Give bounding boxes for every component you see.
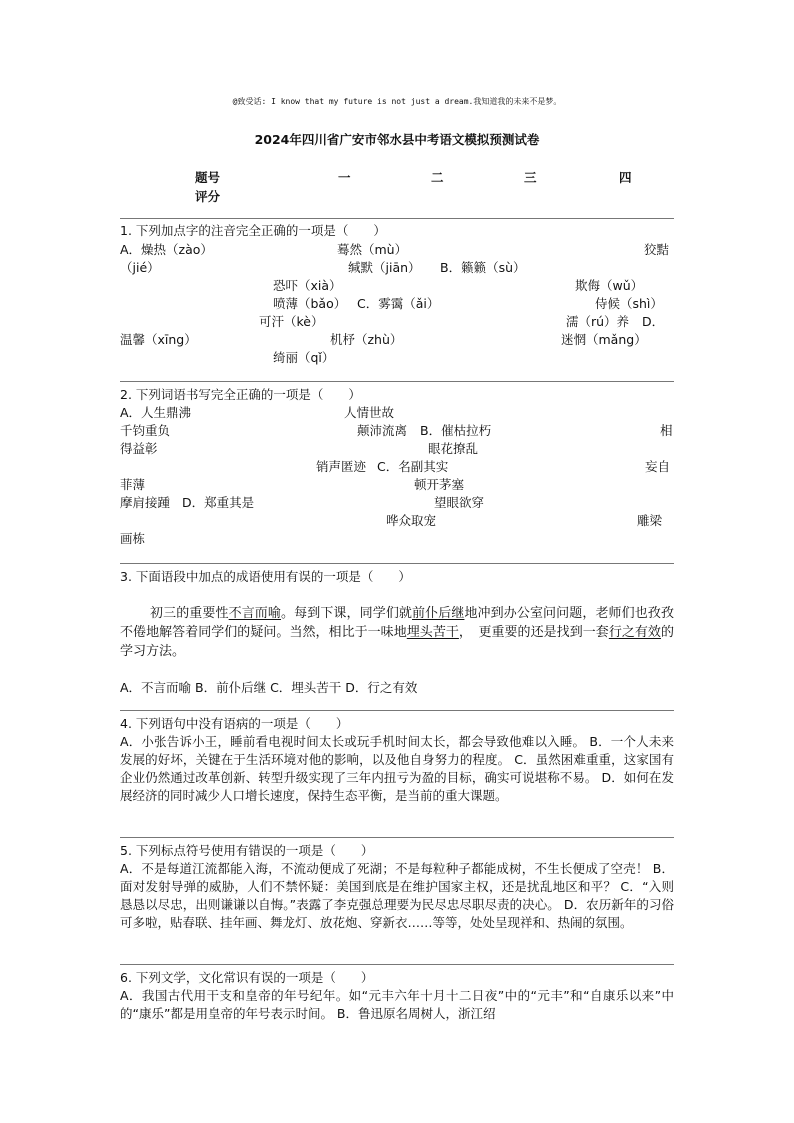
- option-text: A．燥热（zào）: [120, 242, 213, 257]
- option-text: 雕梁: [637, 513, 663, 528]
- idiom-3: 埋头苦干: [406, 625, 459, 640]
- question-stem: 6. 下列文学，文化常识有误的一项是（ ）: [120, 970, 374, 985]
- option-text: 菲薄: [120, 477, 146, 492]
- question-body: A．我国古代用干支和皇帝的年号纪年。如“元丰六年十月十二日夜”中的“元丰”和“自康乐以来”中的“康乐”都是用皇帝的年号表示时间。 B．鲁迅原名周树人，浙江绍: [120, 988, 674, 1021]
- question-stem: 4. 下列语句中没有语病的一项是（ ）: [120, 716, 349, 731]
- option-text: 濡（rú）养: [566, 314, 630, 329]
- passage-text: 初三的重要性: [150, 606, 229, 621]
- option-text: 得益彰: [120, 441, 158, 456]
- passage-text: 的学习方法。: [120, 625, 674, 659]
- passage-text: 地冲到办公室问问题，老师们也孜孜不倦地解答着同学们的疑问。当然，相比于一味地: [120, 606, 674, 640]
- idiom-2: 前仆后继: [412, 606, 465, 621]
- question-stem: 2. 下列词语书写完全正确的一项是（ ）: [120, 387, 361, 402]
- divider: [120, 381, 674, 382]
- option-text: 可汗（kè）: [259, 314, 324, 329]
- score-row-label: 题号: [195, 170, 221, 185]
- option-text: 哗众取宠: [386, 513, 437, 528]
- passage-text: 。每到下课，同学们就: [281, 606, 413, 621]
- option-text: 妄自: [645, 459, 671, 474]
- divider: [120, 964, 674, 965]
- divider: [120, 837, 674, 838]
- option-text: 欺侮（wǔ）: [575, 278, 644, 293]
- option-text: 狡黠: [644, 242, 670, 257]
- option-text: 摩肩接踵: [120, 495, 171, 510]
- score-col-1: 一: [338, 170, 351, 185]
- option-text: 恐吓（xià）: [273, 278, 342, 293]
- option-text: 顿开茅塞: [414, 477, 465, 492]
- score-col-2: 二: [431, 170, 444, 185]
- header-note: @致受话: I know that my future is not just a dream.我知道我的未来不是梦。: [232, 97, 562, 106]
- passage-text: ， 更重要的还是找到一套: [458, 625, 609, 640]
- option-text: 望眼欲穿: [434, 495, 485, 510]
- option-text: B．籁籁（sù）: [440, 260, 526, 275]
- option-text: D．郑重其是: [182, 495, 255, 510]
- option-text: 画栋: [120, 531, 146, 546]
- option-text: 颠沛流离: [357, 423, 408, 438]
- option-text: 千钧重负: [120, 423, 171, 438]
- option-text: 迷惘（mǎng）: [561, 332, 647, 347]
- page-title: 2024年四川省广安市邻水县中考语文模拟预测试卷: [254, 132, 540, 147]
- option-text: 眼花撩乱: [428, 441, 479, 456]
- question-stem: 3. 下面语段中加点的成语使用有误的一项是（ ）: [120, 569, 411, 584]
- divider: [120, 710, 674, 711]
- option-text: 绮丽（qǐ）: [273, 350, 335, 365]
- idiom-4: 行之有效: [608, 625, 661, 640]
- passage: [120, 604, 674, 661]
- option-text: 侍候（shì）: [595, 296, 663, 311]
- question-body: A．小张告诉小王，睡前看电视时间太长或玩手机时间太长，都会导致他难以入睡。 B．一个人未来发展的好坏，关键在于生活环境对他的影响，以及他自身努力的程度。 C．虽然困难重重，这家国有企业仍然通过改革创新、转型升级实现了三年内扭亏为盈的目标，确实可说堪称不易。 D．如何在发展经济的同时减少人口增长速度，保持生态平衡，是当前的重大课题。: [120, 734, 674, 803]
- option-text: 人情世故: [344, 405, 395, 420]
- option-text: 蓦然（mù）: [337, 242, 408, 257]
- divider: [120, 563, 674, 564]
- option-text: B．催枯拉朽: [420, 423, 492, 438]
- option-text: 销声匿迹: [316, 459, 367, 474]
- option-text: 喷薄（bǎo）: [273, 296, 347, 311]
- option-text: 缄默（jiān）: [348, 260, 421, 275]
- options-line: A．不言而喻 B．前仆后继 C．埋头苦干 D．行之有效: [120, 680, 418, 695]
- option-text: D．: [642, 314, 665, 329]
- option-text: 机杼（zhù）: [330, 332, 403, 347]
- divider: [120, 218, 674, 219]
- idiom-1: 不言而喻: [228, 606, 282, 621]
- option-text: 温馨（xīng）: [120, 332, 197, 347]
- score-col-4: 四: [619, 170, 632, 185]
- option-text: 相: [660, 423, 673, 438]
- option-text: A．人生鼎沸: [120, 405, 192, 420]
- score-col-3: 三: [524, 170, 537, 185]
- option-text: C．雾霭（ǎi）: [357, 296, 440, 311]
- option-text: （jié）: [120, 260, 160, 275]
- question-stem: 1. 下列加点字的注音完全正确的一项是（ ）: [120, 223, 386, 238]
- question-stem: 5. 下列标点符号使用有错误的一项是（ ）: [120, 843, 374, 858]
- option-text: C．名副其实: [377, 459, 449, 474]
- question-body: A．不是每道江流都能入海，不流动便成了死湖；不是每粒种子都能成树，不生长便成了空壳！ B．面对发射导弹的威胁，人们不禁怀疑：美国到底是在维护国家主权，还是扰乱地区和平？ C．“入则恳恳以尽忠，出则谦谦以自悔。”表露了李克强总理要为民尽忠尽职尽责的决心。 D．农历新年的习俗可多啦，贴春联、挂年画、舞龙灯、放花炮、穿新衣……等等，处处呈现祥和、热闹的氛围。: [120, 861, 674, 930]
- score-row2-label: 评分: [195, 189, 221, 204]
